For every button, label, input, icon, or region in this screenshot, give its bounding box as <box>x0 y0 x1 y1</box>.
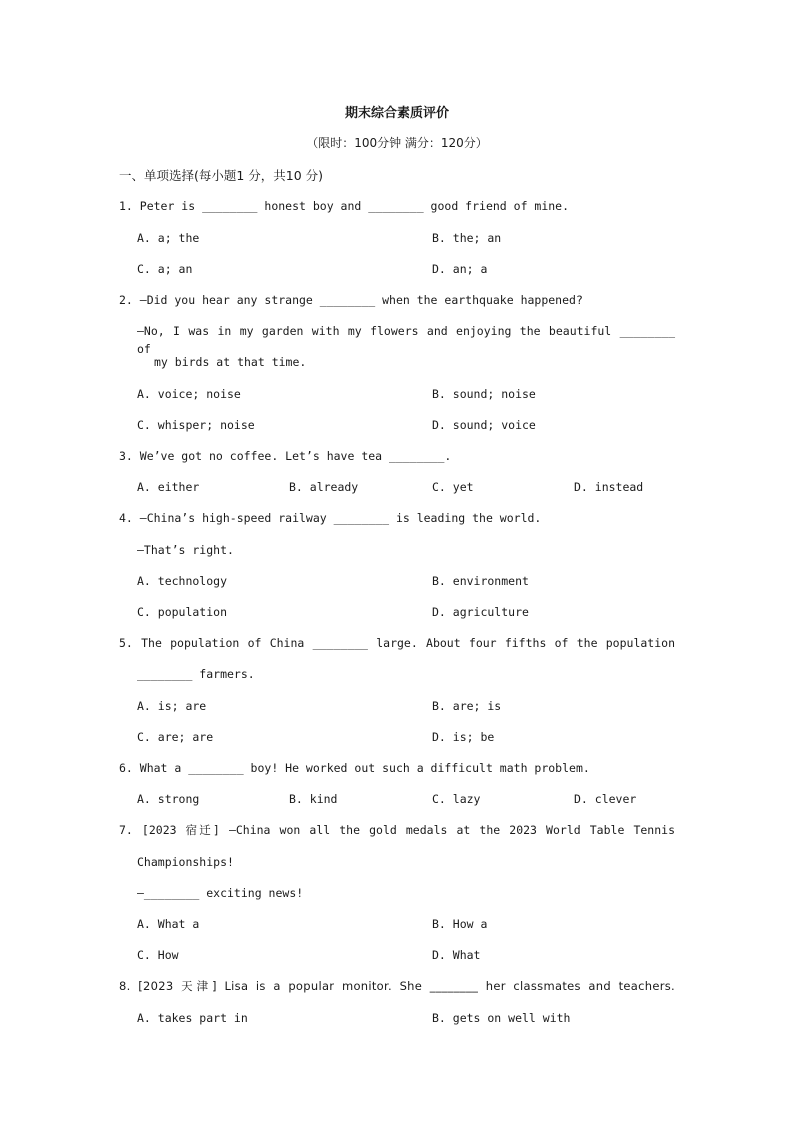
question-5-option-c: C. are; are <box>137 730 214 744</box>
question-3-stem: 3. We’ve got no coffee. Let’s have tea ________. <box>119 449 452 463</box>
question-4-option-b: B. environment <box>432 574 529 588</box>
question-2-stem: 2. —Did you hear any strange ________ when the earthquake happened? <box>119 293 583 307</box>
question-1-stem: 1. Peter is ________ honest boy and ________ good friend of mine. <box>119 199 570 213</box>
question-6-option-d: D. clever <box>574 792 637 806</box>
question-7-option-c: C. How <box>137 948 179 962</box>
question-1-option-b: B. the; an <box>432 231 502 245</box>
question-2-option-d: D. sound; voice <box>432 418 536 432</box>
question-6-option-b: B. kind <box>289 792 338 806</box>
question-4-option-c: C. population <box>137 605 228 619</box>
question-7-stem: 7. [2023 宿迁] —China won all the gold medals at the 2023 World Table Tennis <box>119 823 675 837</box>
question-3-option-c: C. yet <box>432 480 474 494</box>
question-3-option-d: D. instead <box>574 480 644 494</box>
section-heading: 一、单项选择(每小题1 分，共10 分) <box>119 168 324 183</box>
question-7-stem-cont: Championships! <box>137 855 234 869</box>
question-5-stem: 5. The population of China ________ large. About four fifths of the population <box>119 636 675 650</box>
question-3-option-b: B. already <box>289 480 359 494</box>
question-3-option-a: A. either <box>137 480 200 494</box>
question-4-stem: 4. —China’s high-speed railway ________ is leading the world. <box>119 511 542 525</box>
question-1-option-a: A. a; the <box>137 231 200 245</box>
question-1-option-d: D. an; a <box>432 262 488 276</box>
question-6-option-c: C. lazy <box>432 792 481 806</box>
question-5-option-d: D. is; be <box>432 730 495 744</box>
page-subtitle: （限时：100分钟 满分：120分） <box>306 136 488 150</box>
question-8-option-b: B. gets on well with <box>432 1011 571 1025</box>
question-6-stem: 6. What a ________ boy! He worked out such a difficult math problem. <box>119 761 590 775</box>
question-8-option-a: A. takes part in <box>137 1011 248 1025</box>
question-8-stem: 8. [2023 天津] Lisa is a popular monitor. She ________ her classmates and teachers. <box>119 979 675 993</box>
question-4-option-d: D. agriculture <box>432 605 529 619</box>
question-4-option-a: A. technology <box>137 574 228 588</box>
question-4-reply: —That’s right. <box>137 543 234 557</box>
question-7-reply: —________ exciting news! <box>137 886 304 900</box>
question-2-reply-cont: my birds at that time. <box>154 355 307 369</box>
question-6-option-a: A. strong <box>137 792 200 806</box>
question-5-stem-cont: ________ farmers. <box>137 667 255 681</box>
question-7-option-b: B. How a <box>432 917 488 931</box>
question-5-option-b: B. are; is <box>432 699 502 713</box>
question-2-option-a: A. voice; noise <box>137 387 241 401</box>
question-2-option-b: B. sound; noise <box>432 387 536 401</box>
question-2-option-c: C. whisper; noise <box>137 418 255 432</box>
question-5-option-a: A. is; are <box>137 699 207 713</box>
question-2-reply: —No, I was in my garden with my flowers and enjoying the beautiful ________ of <box>137 324 675 356</box>
question-7-option-d: D. What <box>432 948 481 962</box>
page-title: 期末综合素质评价 <box>344 106 449 121</box>
question-7-option-a: A. What a <box>137 917 200 931</box>
question-1-option-c: C. a; an <box>137 262 193 276</box>
